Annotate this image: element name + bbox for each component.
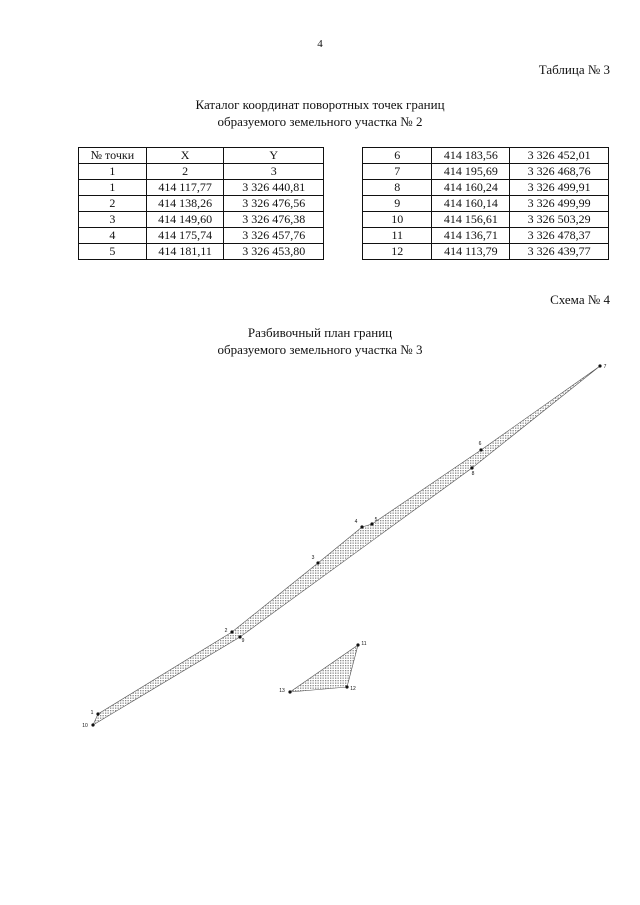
table-title-line1: Каталог координат поворотных точек границ: [195, 97, 445, 112]
boundary-point-label: 1: [90, 710, 94, 716]
table-cell: 12: [363, 244, 432, 260]
table-cell: 9: [363, 196, 432, 212]
boundary-point-label: 2: [224, 628, 228, 634]
table-cell: X: [146, 148, 224, 164]
table-cell: 5: [79, 244, 147, 260]
boundary-point-label: 8: [471, 471, 475, 477]
table-cell: 6: [363, 148, 432, 164]
table-cell: 414 183,56: [432, 148, 510, 164]
table-title-line2: образуемого земельного участка № 2: [217, 114, 423, 129]
scheme-title-line1: Разбивочный план границ: [247, 325, 393, 340]
boundary-point: [360, 525, 363, 528]
page-number: 4: [317, 38, 323, 50]
table-cell: 3 326 499,99: [510, 196, 609, 212]
table-cell: 3 326 453,80: [224, 244, 324, 260]
table-cell: 10: [363, 212, 432, 228]
table-cell: 414 149,60: [146, 212, 224, 228]
table-cell: 3 326 499,91: [510, 180, 609, 196]
scheme-caption: Схема № 4: [550, 292, 610, 307]
boundary-point-label: 13: [279, 688, 285, 694]
table-cell: 4: [79, 228, 147, 244]
table-cell: 2: [146, 164, 224, 180]
boundary-point: [230, 630, 233, 633]
boundary-point: [356, 643, 359, 646]
table-cell: 2: [79, 196, 147, 212]
table-cell: 3 326 439,77: [510, 244, 609, 260]
boundary-point-label: 12: [350, 686, 356, 692]
boundary-point-label: 11: [361, 641, 367, 647]
boundary-point: [91, 723, 94, 726]
table-cell: 1: [79, 164, 147, 180]
table-caption: Таблица № 3: [538, 62, 610, 77]
boundary-point: [345, 685, 348, 688]
table-cell: 3: [224, 164, 324, 180]
table-cell: 3 326 503,29: [510, 212, 609, 228]
table-cell: 1: [79, 180, 147, 196]
table-cell: 414 156,61: [432, 212, 510, 228]
boundary-point-label: 4: [354, 519, 358, 525]
boundary-point: [470, 466, 473, 469]
table-cell: 414 113,79: [432, 244, 510, 260]
table-cell: 3 326 440,81: [224, 180, 324, 196]
table-cell: 414 138,26: [146, 196, 224, 212]
boundary-point: [96, 712, 99, 715]
boundary-point-label: 7: [603, 364, 607, 370]
boundary-point-label: 10: [82, 723, 88, 729]
table-cell: 11: [363, 228, 432, 244]
table-cell: 3 326 457,76: [224, 228, 324, 244]
boundary-point: [370, 522, 373, 525]
table-cell: 414 136,71: [432, 228, 510, 244]
boundary-point-label: 5: [374, 517, 378, 523]
table-cell: 3 326 452,01: [510, 148, 609, 164]
table-cell: 414 117,77: [146, 180, 224, 196]
table-cell: 3: [79, 212, 147, 228]
table-cell: 7: [363, 164, 432, 180]
boundary-point-label: 3: [311, 555, 315, 561]
boundary-point-label: 6: [478, 441, 482, 447]
table-cell: № точки: [79, 148, 147, 164]
table-cell: 414 160,24: [432, 180, 510, 196]
table-cell: 414 195,69: [432, 164, 510, 180]
table-cell: 3 326 476,38: [224, 212, 324, 228]
boundary-point: [316, 561, 319, 564]
table-cell: 414 181,11: [146, 244, 224, 260]
table-cell: 3 326 478,37: [510, 228, 609, 244]
table-cell: 8: [363, 180, 432, 196]
boundary-point: [479, 448, 482, 451]
table-cell: 3 326 476,56: [224, 196, 324, 212]
boundary-triangle: [290, 645, 358, 692]
scheme-title-line2: образуемого земельного участка № 3: [217, 342, 423, 357]
table-cell: 414 175,74: [146, 228, 224, 244]
table-cell: Y: [224, 148, 324, 164]
table-cell: 3 326 468,76: [510, 164, 609, 180]
boundary-point-label: 9: [241, 638, 245, 644]
boundary-point: [288, 690, 291, 693]
table-cell: 414 160,14: [432, 196, 510, 212]
boundary-point: [598, 364, 601, 367]
